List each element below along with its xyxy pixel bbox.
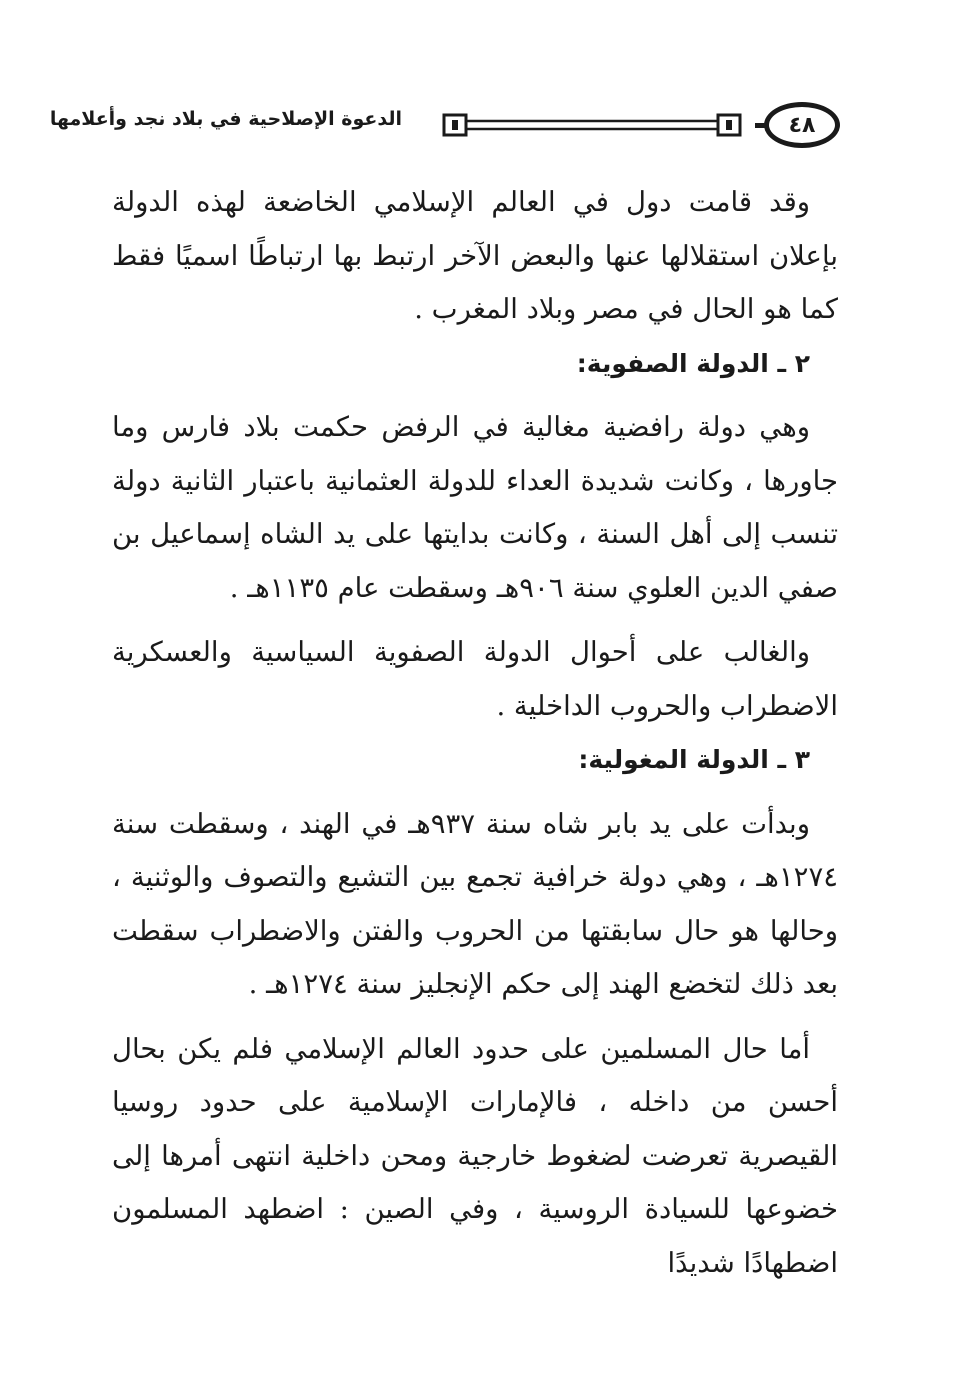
header-ornament <box>432 112 744 138</box>
paragraph-1: وقد قامت دول في العالم الإسلامي الخاضعة لهذه الدولة بإعلان استقلالها عنها والبعض الآخر ارتبط بها ارتباطًا اسميًا فقط كما هو الحال في مصر وبلاد المغرب . <box>112 186 838 325</box>
running-title: الدعوة الإصلاحية في بلاد نجد وأعلامها <box>49 108 402 130</box>
spacer <box>112 615 838 626</box>
page-header <box>49 98 840 162</box>
spacer <box>112 787 838 798</box>
page-body <box>112 176 838 1290</box>
paragraph-4: وبدأت على يد بابر شاه سنة ٩٣٧هـ في الهند ، وسقطت سنة ١٢٧٤هـ ، وهي دولة خرافية تجمع بين التشيع والتصوف والوثنية ، وحالها هو حال سابقتها من الحروب والفتن والاضطراب سقطت بعد ذلك لتخضع الهند إلى حكم الإنجليز سنة ١٢٧٤هـ . <box>112 807 838 1000</box>
section-heading-safavid: ٢ ـ الدولة الصفوية: <box>576 348 810 378</box>
section-heading-mughal: ٣ ـ الدولة المغولية: <box>578 745 810 774</box>
spacer <box>112 1012 838 1023</box>
paragraph-3: والغالب على أحوال الدولة الصفوية السياسية والعسكرية الاضطراب والحروب الداخلية . <box>112 636 838 722</box>
spacer <box>112 390 838 401</box>
paragraph-2: وهي دولة رافضية مغالية في الرفض حكمت بلاد فارس وما جاورها ، وكانت شديدة العداء للدولة العثمانية باعتبار الثانية دولة تنسب إلى أهل السنة ، وكانت بدايتها على يد الشاه إسماعيل بن صفي الدين العلوي سنة ٩٠٦هـ وسقطت عام ١١٣٥هـ . <box>112 411 838 604</box>
paragraph-5: أما حال المسلمين على حدود العالم الإسلامي فلم يكن بحال أحسن من داخله ، فالإمارات الإسلامية على حدود روسيا القيصرية تعرضت لضغوط خارجية ومحن داخلية انتهى أمرها إلى خضوعها للسيادة الروسية ، وفي الصين : اضطهد المسلمون اضطهادًا شديدًا <box>112 1032 838 1279</box>
page-number: ٤٨ <box>764 102 840 148</box>
